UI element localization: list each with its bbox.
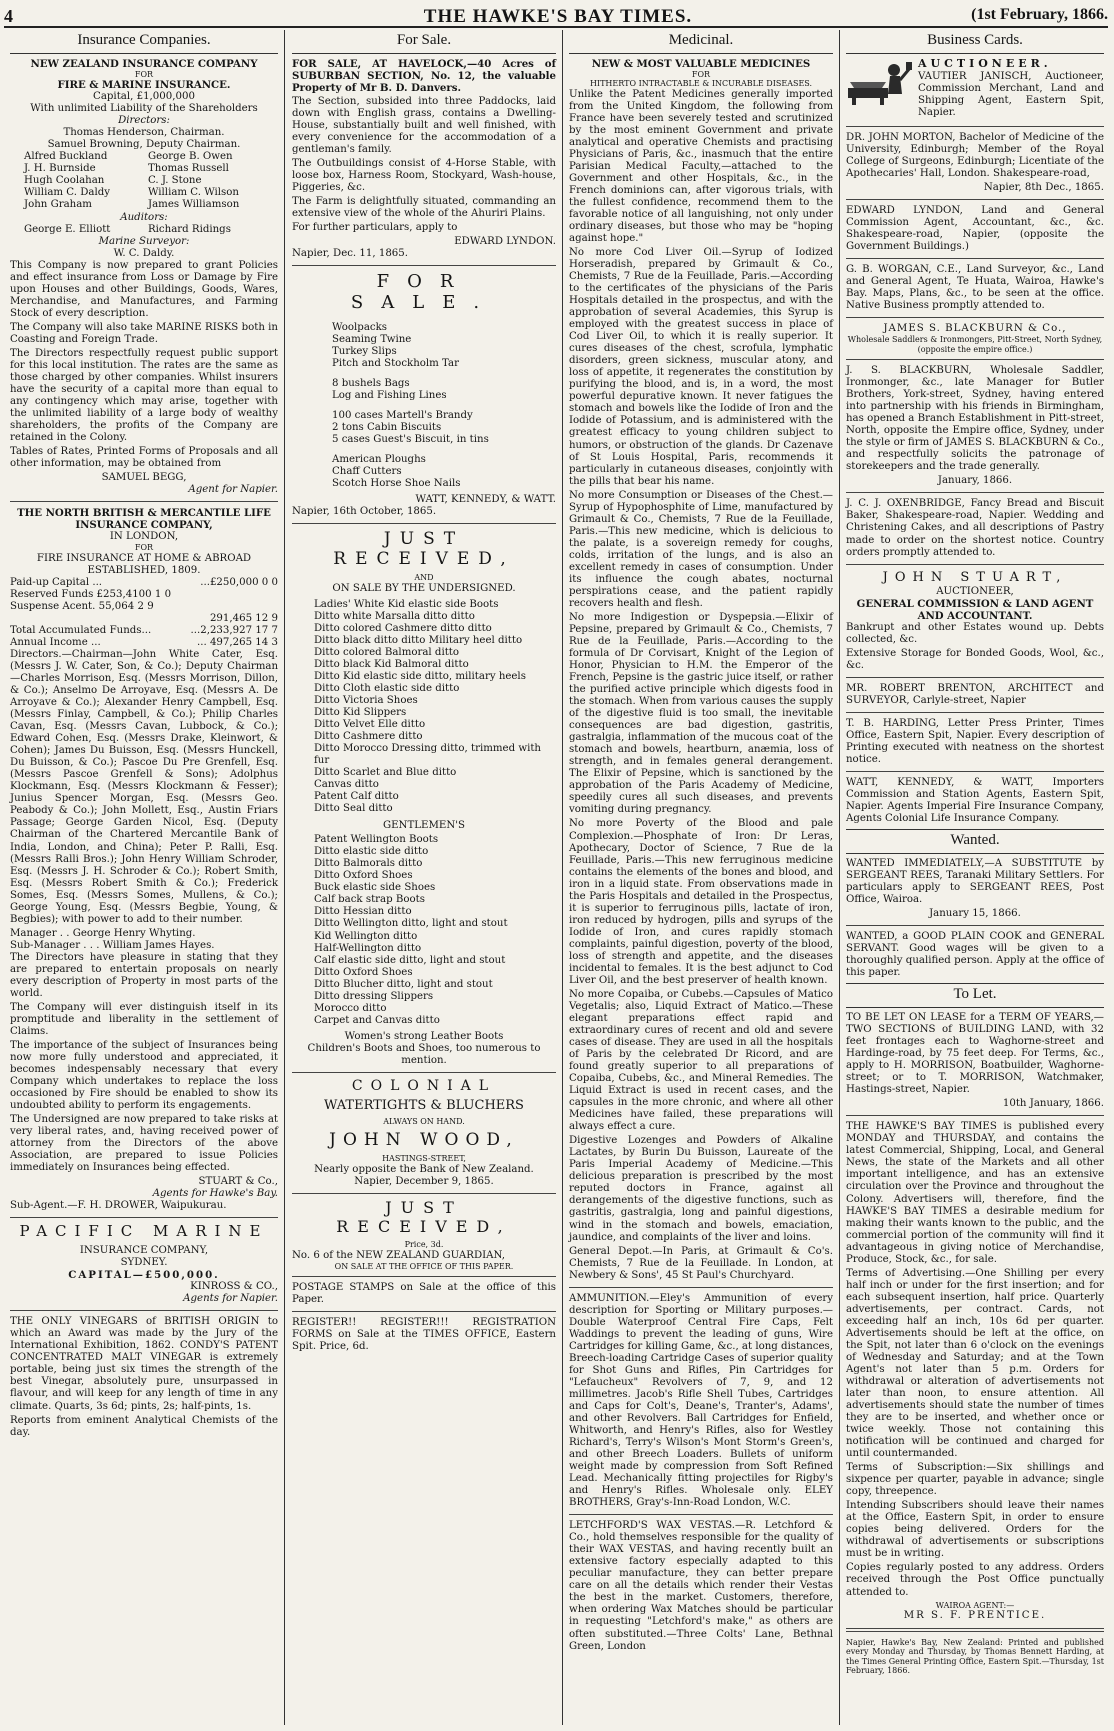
agent-name: KINROSS & CO.,: [190, 1281, 278, 1293]
list-item: Log and Fishing Lines: [332, 389, 447, 401]
directors-label: Directors:: [118, 115, 170, 127]
imprint: Napier, Hawke's Bay, New Zealand: Printed and published every Monday and Thursday, by Thomas Bennett Harding, at the Times General Printing Office, Eastern Spit.—Thursday, 1st February, 1866.: [846, 1638, 1104, 1676]
table-cell: Suspense Acent. 55,064 2 9: [10, 600, 154, 612]
ad-paragraph: The Farm is delightfully situated, commanding an extensive view of the whole of the Ahuriri Plains.: [292, 196, 556, 220]
list-item: Ditto Victoria Shoes: [314, 694, 418, 706]
auditor: Richard Ridings: [148, 223, 231, 235]
surveyor: W. C. Daldy.: [113, 247, 175, 259]
funds-table: [10, 577, 278, 649]
ad-paragraph: Reports from eminent Analytical Chemists of the day.: [10, 1414, 278, 1438]
masthead: [4, 6, 1112, 27]
masthead-rule: [4, 26, 1108, 28]
list-item: American Ploughs: [332, 453, 426, 465]
ad-line: Price, 3d.: [404, 1240, 444, 1250]
agent-name: SAMUEL BEGG,: [101, 472, 187, 484]
ad-date: Napier, December 9, 1865.: [354, 1175, 494, 1187]
list-item: Women's strong Leather Boots: [344, 1030, 504, 1042]
list-item: Half-Wellington ditto: [314, 942, 422, 954]
list-item: Ditto Wellington ditto, light and stout: [314, 918, 508, 930]
auditors-label: Auditors:: [120, 211, 168, 223]
list-item: 5 cases Guest's Biscuit, in tins: [332, 433, 489, 445]
card-worgan: G. B. WORGAN, C.E., Land Surveyor, &c., Land and General Agent, Te Huata, Wairoa, Hawke's Bay. Maps, Plans, &c., to be seen at the office. Native Business promptly attended to.: [846, 264, 1104, 312]
ad-paragraph: This Company is now prepared to grant Policies and effect insurance from Loss or Damage by Fire upon Houses and other Buildings, Goods, Wares, Merchandise, and Manufactures, and Farming Stock of every description.: [10, 259, 278, 319]
ad-line: FOR: [691, 69, 711, 79]
ad-paragraph: The Directors have pleasure in stating that they are prepared to entertain proposals on nearly every description of Property in most parts of the world.: [10, 951, 278, 999]
ad-divider: [10, 501, 278, 502]
table-cell: ...2,233,927 17 7: [190, 624, 278, 636]
ad-divider: [292, 1193, 556, 1194]
list-item: Ditto Velvet Elle ditto: [314, 718, 426, 730]
ad-divider: [569, 1287, 833, 1288]
ad-paragraph: The Company will also take MARINE RISKS both in Coasting and Foreign Trade.: [10, 321, 278, 345]
ad-letchford: LETCHFORD'S WAX VESTAS.—R. Letchford & Co., hold themselves responsible for the quality of their WAX VESTAS, and having recently built an extensive factory especially adapted to this peculiar manufacture, they can better prepare care on all the details which render their Vestas the best in the market. Customers, therefore, when ordering Wax Matches should be particular in requesting "Letchford's make," as others are often substituted.—Three Colts' Lane, Bethnal Green, London: [569, 1520, 833, 1652]
gentlemen-list: [314, 834, 556, 1027]
director: Alfred Buckland: [24, 151, 108, 163]
ad-line: SYDNEY.: [120, 1257, 168, 1269]
ad-vinegar: [10, 1316, 278, 1438]
list-item: Calf elastic side ditto, light and stout: [314, 954, 506, 966]
ad-title: JUST RECEIVED,: [333, 529, 515, 570]
page-number: 4: [4, 6, 13, 26]
ad-postage: POSTAGE STAMPS on Sale at the office of this Paper.: [292, 1282, 556, 1306]
ad-paragraph: General Depot.—In Paris, at Grimault & Co's. Chemists, 7 Rue de la Feuillade. In London, at Newbery & Sons', 45 St Paul's Churchyard.: [569, 1245, 833, 1281]
ad-divider: [292, 265, 556, 266]
ad-subtitle: FIRE & MARINE INSURANCE.: [57, 79, 231, 92]
ad-date: Napier, Dec. 11, 1865.: [292, 248, 409, 260]
section-heading: To Let.: [846, 983, 1104, 1008]
signer: WATT, KENNEDY, & WATT.: [415, 494, 556, 506]
list-item: Ditto Scarlet and Blue ditto: [314, 767, 457, 779]
list-item: Patent Wellington Boots: [314, 834, 439, 846]
card-lyndon: EDWARD LYNDON, Land and General Commission Agent, Accountant, &c., &c. Shakespeare-road, Napier, (opposite the Government Buildings.): [846, 204, 1104, 253]
list-item: Ditto Morocco Dressing ditto, trimmed with fur: [314, 743, 541, 767]
table-cell: Total Accumulated Funds...: [10, 624, 152, 636]
ad-paragraph: Unlike the Patent Medicines generally imported from the United Kingdom, the following from France have been severely tested and scrutinized by the most eminent Government and private analytical and operative Chemists and practising Physicians of Paris, &c., inasmuch that the entire Parisian Medical Faculty,—attached to the Government and other Hospitals, &c., in the French dominions can, after vigorous trials, with the fullest confidence, recommend them to the favorable notice of all languishing, not only under ordinary diseases, but those who may be "hoping against hope.": [569, 88, 833, 244]
list-item: Turkey Slips: [332, 345, 397, 357]
ad-line: FOR: [134, 69, 154, 79]
ad-capital: Capital, £1,000,000: [93, 91, 195, 103]
card-role: AUCTIONEER,: [936, 585, 1014, 597]
list-item: Ditto Kid elastic side ditto, military heels: [314, 670, 526, 682]
list-item: Kid Wellington ditto: [314, 930, 418, 942]
ad-divider: [292, 1276, 556, 1277]
ad-paragraph: The Company will ever distinguish itself in its promptitude and liberality in the settlement of Claims.: [10, 1001, 278, 1037]
ad-divider: [292, 1311, 556, 1312]
ad-havelock: [292, 58, 556, 261]
ad-paragraph: The Undersigned are now prepared to take risks at very liberal rates, and, having received power of attorney from the Directors of the above Association, are prepared to issue Policies immediately on Insurances being effected.: [10, 1114, 278, 1174]
ad-line: ALWAYS ON HAND.: [383, 1116, 465, 1126]
section-heading: For Sale.: [292, 30, 556, 54]
list-item: Children's Boots and Shoes, too numerous to mention.: [307, 1042, 541, 1066]
gentlemen-heading: GENTLEMEN'S: [382, 820, 466, 832]
ad-paragraph: The importance of the subject of Insurances being now more fully understood and appreciated, it becomes indespensably necessary that every Company which undertakes to replace the loss occasioned by Fire should be enabled to show its undoubted ability to perform its engagements.: [10, 1040, 278, 1112]
surveyor-label: Marine Surveyor:: [98, 235, 190, 247]
ad-wanted-substitute: WANTED IMMEDIATELY,—A SUBSTITUTE by SERGEANT REES, Taranaki Military Settlers. For particulars apply to SERGEANT REES, Post Office, Wairoa.: [846, 858, 1104, 906]
deputy-chairman: Samuel Browning, Deputy Chairman.: [47, 139, 241, 151]
ad-register: REGISTER!! REGISTER!!! REGISTRATION FORMS on Sale at the TIMES OFFICE, Eastern Spit. Price, 6d.: [292, 1317, 556, 1353]
sub-agent: Sub-Agent.—F. H. DROWER, Waipukurau.: [10, 1200, 227, 1212]
ad-pacific-marine: [10, 1223, 278, 1305]
ad-divider: [846, 712, 1104, 713]
card-morton: DR. JOHN MORTON, Bachelor of Medicine of the University, Edinburgh; Member of the Royal College of Surgeons, Edinburgh; Licentiate of the Apothecaries' Hall, London. Shakespeare-road,: [846, 131, 1104, 179]
agent-role: Agent for Napier.: [188, 484, 278, 496]
ad-paragraph: For further particulars, apply to: [292, 222, 458, 234]
list-item: Carpet and Canvas ditto: [314, 1014, 440, 1026]
ad-paragraph: The Directors respectfully request public support for this local institution. The rates are the same as those charged by other companies. Whilst insurers have the security of a capital more than equal to any contingency which may arise, together with the unlimited liability of a large body of wealthy shareholders, the profits of the Company are retained in the Colony.: [10, 347, 278, 444]
ad-wanted-cook: WANTED, a GOOD PLAIN COOK and GENERAL SERVANT. Good wages will be given to a thoroughly qualified person. Apply at the office of this paper.: [846, 931, 1104, 979]
ad-divider: [846, 359, 1104, 360]
agent-role: Agents for Hawke's Bay.: [152, 1188, 278, 1200]
card-date: Napier, 8th Dec., 1865.: [983, 181, 1104, 193]
list-item: Ditto white Marsalla ditto ditto: [314, 610, 475, 622]
chairman: Thomas Henderson, Chairman.: [63, 127, 225, 139]
ad-line: INSURANCE COMPANY,: [79, 1245, 209, 1257]
ad-paragraph: VAUTIER JANISCH, Auctioneer, Commission Merchant, Land and Shipping Agent, Eastern Spit, Napier.: [918, 70, 1104, 118]
table-cell: Annual Income ...: [10, 636, 101, 648]
ad-line: With unlimited Liability of the Shareholders: [30, 103, 258, 115]
ad-auctioneer-janisch: [846, 58, 1104, 121]
ad-title: COLONIAL: [351, 1077, 497, 1094]
list-item: Woolpacks: [332, 321, 388, 333]
director: William C. Daldy: [24, 187, 110, 199]
director: Thomas Russell: [148, 163, 229, 175]
ad-paragraph: Directors.—Chairman—John White Cater, Esq. (Messrs J. W. Cater, Son, & Co.); Deputy Chairman—Charles Morrison, Esq. (Messrs Morrison, Dillon, & Co.); Anselmo De Arroyave, Esq. (Messrs A. De Arroyave & Co.); Alexander Henry Campbell, Esq. (Messrs Finlay, Campbell, & Co.); Philip Charles Cavan, Esq. (Messrs Cavan, Lubbock, & Co.); Edward Cohen, Esq. (Messrs Drake, Kleinwort, & Cohen); James Du Buisson, Esq. (Messrs Hunckell, Du Buisson, & Co.); Pascoe Du Pre Grenfell, Esq. (Messrs Pascoe Grenfell & Sons); Adolphus Klockmann, Esq. (Messrs Klockmann & Fesser); Junius Spencer Morgan, Esq. (Messrs Geo. Peabody & Co.); John Mollett, Esq., Austin Friars Passage; George Garden Nicol, Esq. (Deputy Chairman of the Chartered Mercantile Bank of India, London, and China); Peter P. Ralli, Esq. (Messrs Ralli Bros.); John Henry William Schroder, Esq. (Messrs J. H. Schroder & Co.); Robert Smith, Esq. (Messrs Robert Smith & Co.); Frederick Somes, Esq. (Messrs Somes, Mullens, & Co.); George Young, Esq. (Messrs Begbie, Young, & Begbies); with power to add to their number.: [10, 649, 278, 925]
ad-line: ON SALE AT THE OFFICE OF THIS PAPER.: [334, 1261, 514, 1271]
list-item: Ditto elastic side ditto: [314, 846, 429, 858]
ad-title: FOR SALE.: [350, 271, 498, 314]
ad-title: THE NORTH BRITISH & MERCANTILE LIFE INSURANCE COMPANY,: [17, 507, 271, 532]
list-item: Ditto Oxford Shoes: [314, 870, 413, 882]
ad-line: ESTABLISHED, 1809.: [87, 564, 201, 576]
ad-paragraph: THE ONLY VINEGARS of BRITISH ORIGIN to which an Award was made by the Jury of the International Exhibition, 1862. CONDY'S PATENT CONCENTRATED MALT VINEGAR is extremely portable, being just six times the strength of the best Vinegar, absolutely pure, unsurpassed in flavour, and will keep for any length of time in any climate. Quarts, 3s 6d; pints, 2s; half-pints, 1s.: [10, 1316, 278, 1412]
director: William C. Wilson: [148, 187, 239, 199]
ad-divider: [846, 564, 1104, 565]
imprint-rule: [846, 1628, 1104, 1632]
ad-paragraph: Tables of Rates, Printed Forms of Proposals and all other information, may be obtained from: [10, 446, 278, 470]
ad-divider: [846, 1115, 1104, 1116]
list-item: 8 bushels Bags: [332, 377, 410, 389]
ad-nz-insurance: [10, 58, 278, 497]
list-item: Ditto black ditto ditto Military heel ditto: [314, 634, 523, 646]
ad-north-british: [10, 507, 278, 1212]
card-watt-kennedy: WATT, KENNEDY, & WATT, Importers Commission and Station Agents, Eastern Spit, Napier. Agents Imperial Fire Insurance Company, Agents Colonial Life Insurance Company.: [846, 777, 1104, 825]
ad-paragraph: Bankrupt and other Estates wound up. Debts collected, &c.: [846, 621, 1104, 646]
director: James Williamson: [148, 199, 240, 211]
ad-paragraph: FOR SALE, AT HAVELOCK,—40 Acres of SUBURBAN SECTION, No. 12, the valuable Property of Mr B. D. Danvers.: [292, 57, 556, 94]
wairoa-agent-name: MR S. F. PRENTICE.: [903, 1609, 1047, 1621]
director: Hugh Coolahan: [24, 175, 105, 187]
ad-just-received-boots: [292, 529, 556, 1067]
list-item: Ditto Seal ditto: [314, 803, 393, 815]
ad-divider: [846, 771, 1104, 772]
ad-colonial: [292, 1078, 556, 1188]
list-item: Seaming Twine: [332, 333, 412, 345]
merchant-name: JOHN WOOD,: [329, 1130, 519, 1151]
card-blackburn-notice: J. S. BLACKBURN, Wholesale Saddler, Ironmonger, &c., late Manager for Butler Brothers, York-street, Sydney, having entered into partnership with his friends in Birmingham, has opened a Branch Establishment in Pitt-street, North, opposite the Empire office, Sydney, under the style or firm of JAMES S. BLACKBURN & Co., and respectfully solicits the patronage of storekeepers and the trade generally.: [846, 365, 1104, 473]
ad-line: No. 6 of the NEW ZEALAND GUARDIAN,: [292, 1249, 505, 1261]
section-heading: Wanted.: [846, 829, 1104, 854]
ad-ammunition: AMMUNITION.—Eley's Ammunition of every description for Sporting or Military purposes.—Double Waterproof Central Fire Caps, Felt Waddings to prevent the leading of guns, Wire Cartridges for killing Game, &c., at long distances, Breech-loading Cartridge Cases of superior quality for Shot Guns and Rifles, Pin Cartridges for "Lefaucheux" Revolvers of 7, 9, and 12 millimetres. Jacob's Rifle Shell Tubes, Cartridges and Caps for Colt's, Deane's, Tranter's, Adams', and other Revolvers. Ball Cartridges for Enfield, Whitworth, and Henry's Rifles, also for Westley Richard's, Terry's Wilson's Mont Storm's Green's, and other Breech Loaders. Bullets of uniform weight made by compression from Soft Refined Lead. Mechanically fitting projectiles for Rigby's and Henry's Rifles. Wholesale only. ELEY BROTHERS, Gray's-Inn-Road London, W.C.: [569, 1292, 833, 1509]
signer: EDWARD LYNDON.: [454, 236, 556, 248]
table-cell: Paid-up Capital ...: [10, 576, 103, 588]
sub-manager: Sub-Manager . . . William James Hayes.: [10, 939, 215, 951]
list-item: 100 cases Martell's Brandy: [332, 409, 473, 421]
ad-divider: [846, 492, 1104, 493]
ad-divider: [292, 1072, 556, 1073]
ad-paragraph: Extensive Storage for Bonded Goods, Wool, &c., &c.: [846, 648, 1104, 672]
column-for-sale: [286, 30, 562, 1725]
ad-subtitle: FIRE INSURANCE AT HOME & ABROAD: [36, 552, 252, 564]
ad-paragraph: No more Cod Liver Oil.—Syrup of Iodized Horseradish, prepared by Grimault & Co., Chemists, 7 Rue de la Feuillade, Paris.—According to the certificates of the physicians of the Paris Hospitals detailed in the prospectus, and with the approbation of several Academies, this Syrup is employed with the greatest success in place of Cod Liver Oil, to which it is really superior. It cures diseases of the chest, scrofula, lymphatic disorders, green sickness, muscular atony, and loss of appetite, it regenerates the constitution by purifying the blood, and is, in a word, the most powerful depurative known. It never fatigues the stomach and bowels like the Iodide of Iron and the Iodide of Potassium, and is administered with the greatest efficacy to young children subject to humors, or obstruction of the glands. Dr Cazenave of St Louis Hospital, Paris, recommends it particularly in cutaneous diseases, conjointly with the pills that bear his name.: [569, 247, 833, 487]
director: John Graham: [24, 199, 92, 211]
list-item: Ditto Blucher ditto, light and stout: [314, 978, 493, 990]
ad-divider: [846, 677, 1104, 678]
list-item: Calf back strap Boots: [314, 894, 425, 906]
card-title: JOHN STUART,: [882, 569, 1068, 585]
ad-paragraph: Digestive Lozenges and Powders of Alkaline Lactates, by Burin Du Buisson, Laureate of the Paris Imperial Academy of Medicine.—This delicious preparation is prescribed by the most reputed doctors in France, against all derangements of the digestive functions, such as gastritis, gastralgia, long and painful digestions, wind in the stomach and bowels, emaciation, jaundice, and complaints of the liver and loins.: [569, 1135, 833, 1243]
list-item: Ditto colored Balmoral ditto: [314, 646, 460, 658]
auctioneer-woodcut-icon: [846, 60, 912, 106]
ad-line: HASTINGS-STREET,: [382, 1154, 466, 1164]
ad-capital: CAPITAL—£500,000.: [68, 1269, 220, 1282]
table-cell: [10, 613, 204, 625]
list-item: Ditto Kid Slippers: [314, 706, 407, 718]
ad-date: 10th January, 1866.: [1002, 1098, 1104, 1110]
ad-divider: [846, 925, 1104, 926]
ad-title: AUCTIONEER.: [918, 56, 1052, 70]
ad-paragraph: The Section, subsided into three Paddocks, laid down with English grass, contains a Dwelling-House, substantially built and well finished, with every convenience for the accommodation of a gentleman's family.: [292, 95, 556, 155]
agent-name: STUART & Co.,: [198, 1176, 278, 1188]
auditors-list: [10, 224, 278, 236]
ad-line: AND: [414, 573, 434, 583]
column-divider: [284, 30, 285, 1725]
ad-divider: [10, 1217, 278, 1218]
ad-divider: [10, 1310, 278, 1311]
card-brenton: MR. ROBERT BRENTON, ARCHITECT and SURVEYOR, Carlyle-street, Napier: [846, 683, 1104, 707]
ad-date: Napier, 16th October, 1865.: [292, 506, 437, 518]
director: George B. Owen: [148, 151, 233, 163]
card-oxenbridge: J. C. J. OXENBRIDGE, Fancy Bread and Biscuit Baker, Shakespeare-road, Napier. Wedding and Christening Cakes, and all descriptions of Pastry made to order on the shortest notice. Country orders promptly attended to.: [846, 498, 1104, 558]
copies-notice: Copies regularly posted to any address. Orders received through the Post Office punctually attended to.: [846, 1562, 1104, 1598]
ad-paragraph: No more Indigestion or Dyspepsia.—Elixir of Pepsine, prepared by Grimault & Co., Chemists, 7 Rue de la Feuillade, Paris.—According to the formula of Dr Corvisart, Knight of the Legion of Honor, Physician to H.M. the Emperor of the French, Pepsine is the gastric juice itself, or rather the purified active principle which digests food in the stomach. When from various causes the supply of the digestive fluid is too small, the inevitable consequences are bad digestion, gastritis, gastralgia, inflammation of the mucous coat of the stomach and bowels, heartburn, anæmia, loss of strength, and in females general derangement. The Elixir of Pepsine, which is sanctioned by the approbation of the Paris Academy of Medicine, speedily cures all such diseases, and prevents vomiting during pregnancy.: [569, 611, 833, 816]
ad-title: NEW & MOST VALUABLE MEDICINES: [591, 57, 811, 70]
list-item: Pitch and Stockholm Tar: [332, 357, 459, 369]
section-heading: Business Cards.: [846, 30, 1104, 54]
ad-paragraph: No more Poverty of the Blood and pale Complexion.—Phosphate of Iron: Dr Leras, Apothecary, Doctor of Science, 7 Rue de la Feuillade, Paris.—This new ferruginous medicine contains the elements of the bones and blood, and iron in a liquid state. From observations made in the Paris Hospitals and detailed in the Prospectus, it is superior to ferruginous pills, lactate of iron, iron reduced by hydrogen, pills and syrups of the Iodide of Iron, and cures rapidly stomach complaints, painful digestion, poverty of the blood, loss of strength and appetite, and the diseases incidental to females. It is the best adjunct to Cod Liver Oil, and the best preserver of health known.: [569, 818, 833, 986]
ad-divider: [846, 258, 1104, 259]
ladies-list: [314, 599, 556, 816]
card-subtitle: GENERAL COMMISSION & LAND AGENT AND ACCOUNTANT.: [856, 597, 1094, 622]
card-title: JAMES S. BLACKBURN & Co.,: [883, 323, 1067, 335]
ad-paragraph: No more Consumption or Diseases of the Chest.—Syrup of Hypophosphite of Lime, manufactured by Grimault & Co., Chemists, 7 Rue de la Feuillade, Paris.—This new medicine, which is delicious to the palate, is a sovereign remedy for coughs, colds, irritation of the lungs, and is also an excellent remedy in cases of consumption. Under its influence the cough abates, nocturnal perspirations cease, and the patient rapidly recovers health and flesh.: [569, 489, 833, 609]
auditor: George E. Elliott: [24, 223, 111, 235]
card-date: January, 1866.: [937, 475, 1013, 487]
terms-advertising: Terms of Advertising.—One Shilling per every half inch or under for the first insertion; and for each subsequent insertion, half price. Quarterly advertisements, per contract. Cards, not exceeding half an inch, 10s 6d per quarter. Advertisements should be left at the office, on the Spit, not later than 6 o'clock on the evenings of Wednesday and Saturday; and at the Town Agent's not later than 5 p.m. Orders for withdrawal or alteration of advertisements not later than noon, to ensure attention. All advertisements should state the number of times they are to be inserted, and whether once or twice weekly. Those not containing this notification will be continued and charged for until countermanded.: [846, 1267, 1104, 1460]
ad-to-let: TO BE LET ON LEASE for a TERM OF YEARS,—TWO SECTIONS of BUILDING LAND, with 32 feet frontages each to Waghorne-street and Hardinge-road, by 75 feet deep. For Terms, &c., apply to H. MORRISON, Boatbuilder, Waghorne-street; or to T. MORRISON, Watchmaker, Hastings-street, Napier.: [846, 1012, 1104, 1096]
times-notice: THE HAWKE'S BAY TIMES is published every MONDAY and THURSDAY, and contains the latest Commercial, Shipping, Local, and General News, the state of the Markets and all other important intelligence, and has an extensive circulation over the Province and throughout the Colony. Advertisers will, therefore, find the HAWKE'S BAY TIMES a desirable medium for making their wants known to the public, and the commercial portion of the community will find it advantageous in giving notice of Merchandise, Produce, Stock, &c., for sale.: [846, 1121, 1104, 1265]
newspaper-title: THE HAWKE'S BAY TIMES.: [423, 6, 693, 27]
list-item: Ditto dressing Slippers: [314, 990, 434, 1002]
list-item: Ditto Oxford Shoes: [314, 966, 413, 978]
list-item: Scotch Horse Shoe Nails: [332, 478, 461, 489]
director: J. H. Burnside: [24, 163, 96, 175]
list-item: Ditto black Kid Balmoral ditto: [314, 658, 469, 670]
ad-divider: [846, 199, 1104, 200]
column-insurance: [4, 30, 284, 1725]
card-blackburn: Wholesale Saddlers & Ironmongers, Pitt-Street, North Sydney, (opposite the empire office.): [847, 335, 1103, 354]
table-cell: ...£250,000 0 0: [200, 576, 278, 588]
table-cell: ... 497,265 14 3: [196, 636, 278, 648]
ad-line: FOR: [134, 543, 154, 553]
list-item: Canvas ditto: [314, 779, 379, 791]
ad-title: NEW ZEALAND INSURANCE COMPANY: [30, 57, 258, 70]
list-item: Ditto Balmorals ditto: [314, 858, 423, 870]
ad-divider: [569, 1514, 833, 1515]
column-medicinal: [563, 30, 839, 1725]
section-heading: Medicinal.: [569, 30, 833, 54]
table-cell: 291,465 12 9: [209, 612, 278, 624]
agent-role: Agents for Napier.: [183, 1293, 278, 1305]
ad-subtitle: ON SALE BY THE UNDERSIGNED.: [332, 582, 516, 594]
list-item: Ladies' White Kid elastic side Boots: [314, 598, 499, 610]
list-item: Morocco ditto: [314, 1002, 387, 1014]
ad-title: JUST RECEIVED,: [336, 1197, 512, 1236]
list-item: Chaff Cutters: [332, 465, 402, 477]
ad-line: Nearly opposite the Bank of New Zealand.: [314, 1163, 534, 1175]
list-item: 2 tons Cabin Biscuits: [332, 421, 442, 433]
list-item: Ditto colored Cashmere ditto ditto: [314, 622, 492, 634]
ad-paragraph: No more Copaiba, or Cubebs.—Capsules of Matico Vegetalis; also, Liquid Extract of Matico.—These elegant preparations effect rapid and extraordinary cures of recent and old and severe cases of disease. They are used in all the hospitals of Paris by the celebrated Dr Ricord, and are found greatly superior to all preparations of Copaiba, Cubebs, &c., and Mineral Remedies. The Liquid Extract is used in recent cases, and the capsules in the more chronic, and where all other Medicines have failed, these preparations will always effect a cure.: [569, 988, 833, 1133]
card-harding: T. B. HARDING, Letter Press Printer, Times Office, Eastern Spit, Napier. Every description of Printing executed with neatness on the shortest notice.: [846, 718, 1104, 766]
wairoa-agent-label: WAIROA AGENT:—: [935, 1600, 1015, 1610]
subscribers-notice: Intending Subscribers should leave their names at the Office, Eastern Spit, in order to ensure copies being delivered. Orders for the withdrawal of advertisements or subscriptions must be in writing.: [846, 1500, 1104, 1560]
ad-date: January 15, 1866.: [929, 908, 1021, 920]
section-heading: Insurance Companies.: [10, 30, 278, 54]
ad-divider: [846, 317, 1104, 318]
ad-subtitle: WATERTIGHTS & BLUCHERS: [324, 1098, 524, 1114]
list-item: Ditto Cloth elastic side ditto: [314, 682, 460, 694]
list-item: Patent Calf ditto: [314, 791, 399, 803]
ad-paragraph: The Outbuildings consist of 4-Horse Stable, with loose box, Harness Room, Stockyard, Wash-house, Piggeries, &c.: [292, 157, 556, 193]
table-cell: Reserved Funds £253,4100 1 0: [10, 588, 172, 600]
ad-divider: [292, 523, 556, 524]
list-item: Ditto Hessian ditto: [314, 906, 412, 918]
directors-list: [10, 151, 278, 211]
ad-for-sale-goods: [292, 271, 556, 518]
list-item: Buck elastic side Shoes: [314, 882, 436, 894]
list-item: Ditto Cashmere ditto: [314, 731, 423, 742]
ad-subtitle: HITHERTO INTRACTABLE & INCURABLE DISEASES.: [589, 79, 813, 89]
ad-line: IN LONDON,: [109, 531, 179, 543]
terms-subscription: Terms of Subscription:—Six shillings and sixpence per quarter, payable in advance; single copy, threepence.: [846, 1462, 1104, 1498]
ad-divider: [846, 126, 1104, 127]
ad-title: PACIFIC MARINE: [19, 1222, 269, 1241]
issue-date: (1st February, 1866.: [971, 6, 1108, 23]
column-business: [840, 30, 1110, 1725]
goods-list: [332, 322, 556, 490]
ad-guardian: [292, 1199, 556, 1272]
director: C. J. Stone: [148, 175, 202, 187]
manager: Manager . . George Henry Whyting.: [10, 927, 196, 939]
